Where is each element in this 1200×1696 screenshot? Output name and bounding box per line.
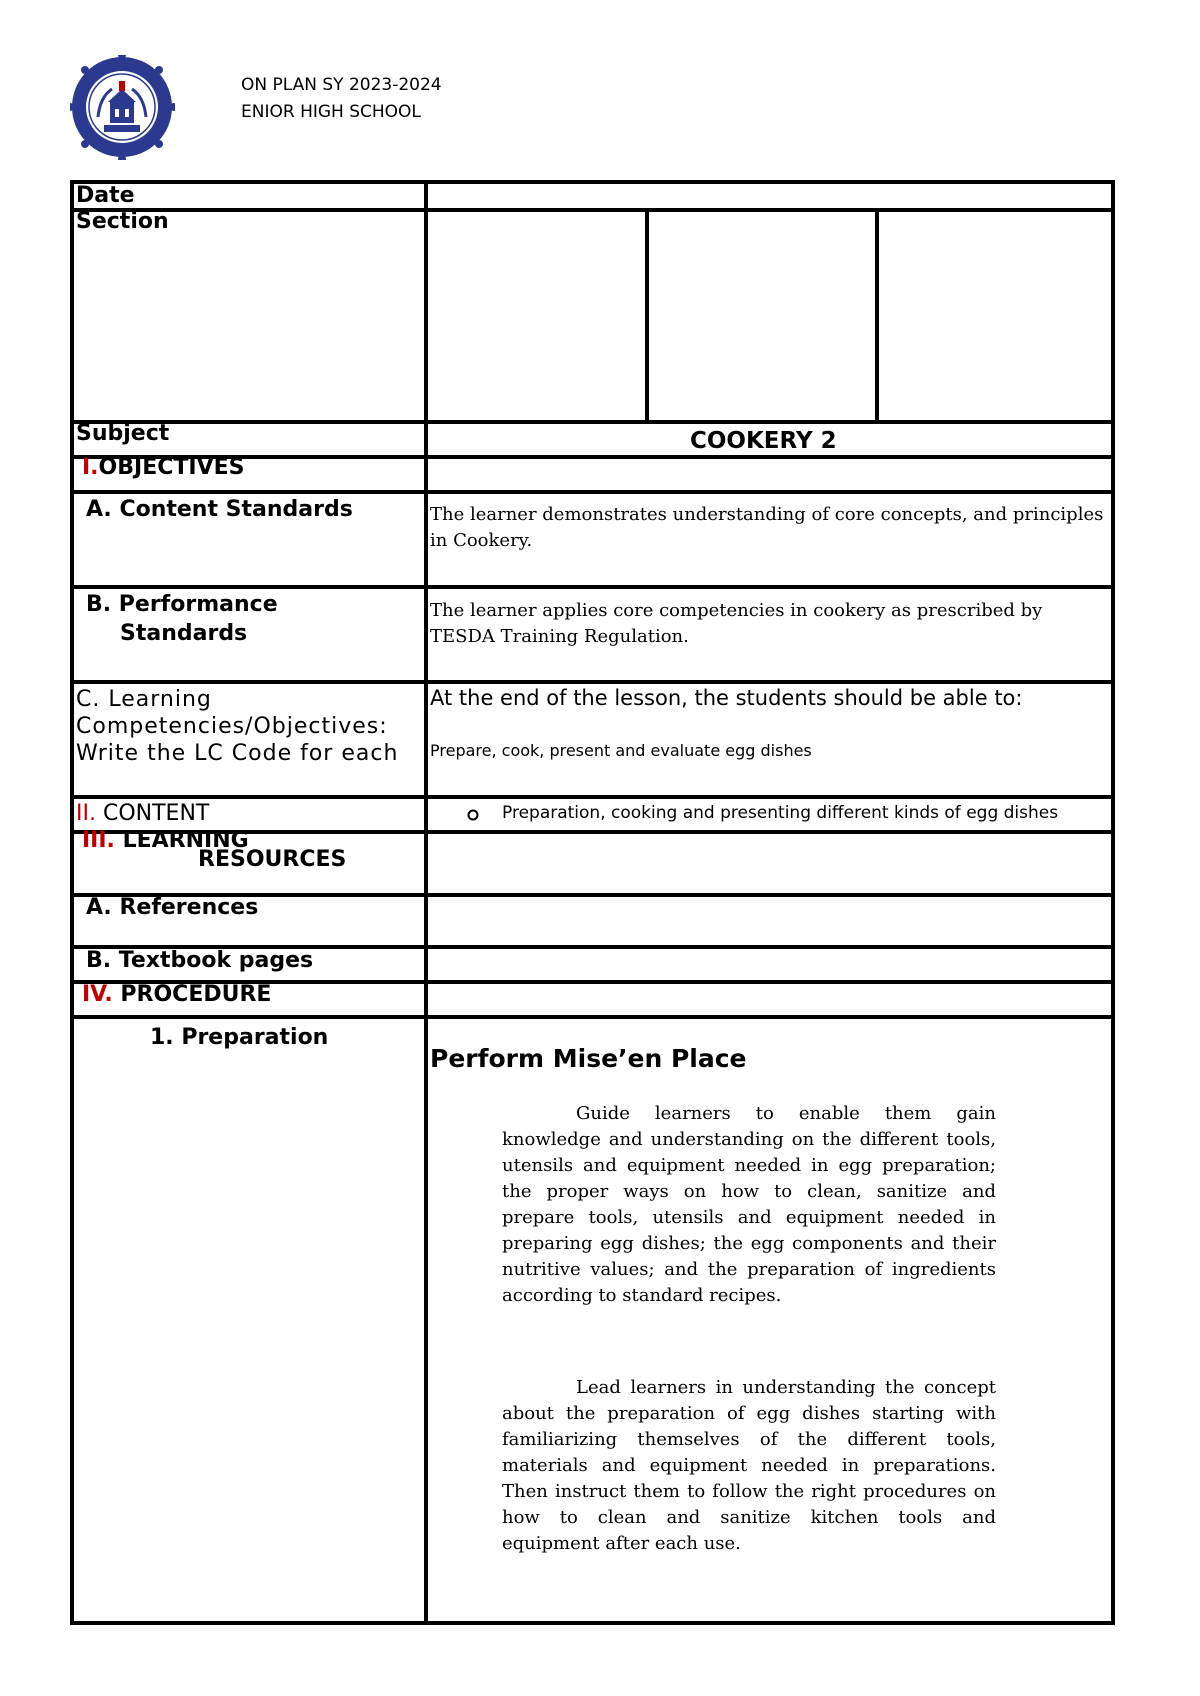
preparation-paragraph-2: Lead learners in understanding the concept about the preparation of egg dishes starting with familiarizing themselves of the different tools, materials and equipment needed in preparations. Then instruct them to follow the right procedures on how to clean and sanitize kitchen tools and equipment after each use. bbox=[502, 1377, 996, 1554]
row-divider bbox=[70, 420, 1115, 424]
school-name: ENIOR HIGH SCHOOL bbox=[241, 102, 421, 122]
learning-competencies-label-3: Write the LC Code for each bbox=[76, 741, 399, 766]
preparation-heading: Perform Mise’en Place bbox=[430, 1044, 747, 1073]
textbook-pages-label: B. Textbook pages bbox=[86, 948, 314, 973]
row-divider bbox=[70, 795, 1115, 799]
performance-standards-label: B. Performance bbox=[86, 592, 278, 617]
objectives-number: I. bbox=[82, 455, 99, 480]
references-label: A. References bbox=[86, 895, 259, 920]
resources-number: III. bbox=[82, 828, 115, 853]
row-divider bbox=[70, 585, 1115, 589]
procedure-number: IV. bbox=[82, 982, 113, 1007]
date-label: Date bbox=[76, 183, 135, 208]
row-divider bbox=[70, 490, 1115, 494]
section-label: Section bbox=[76, 209, 169, 234]
section-column-divider bbox=[645, 208, 649, 422]
content-label: CONTENT bbox=[102, 801, 210, 826]
learning-competencies-label: C. Learning bbox=[76, 687, 212, 712]
column-divider bbox=[424, 180, 428, 1625]
subject-label: Subject bbox=[76, 421, 170, 446]
procedure-label: PROCEDURE bbox=[120, 982, 272, 1007]
row-divider bbox=[70, 208, 1115, 212]
objectives-label: OBJECTIVES bbox=[98, 455, 245, 480]
content-standards-value: The learner demonstrates understanding of core concepts, and principles in Cookery. bbox=[430, 504, 1104, 551]
preparation-paragraph-1: Guide learners to enable them gain knowledge and understanding on the different tools, utensils and equipment needed in egg preparation; the proper ways on how to clean, sanitize and prepare tools, utensils and equipment needed in preparing egg dishes; the egg components and their nutritive values; and the preparation of ingredients according to standard recipes. bbox=[502, 1103, 996, 1306]
preparation-label: 1. Preparation bbox=[150, 1025, 329, 1050]
content-number: II. bbox=[76, 801, 96, 826]
section-column-divider bbox=[875, 208, 879, 422]
performance-standards-label-2: Standards bbox=[120, 621, 248, 646]
school-seal-logo bbox=[70, 55, 175, 160]
content-heading bbox=[76, 801, 209, 827]
performance-standards-value: The learner applies core competencies in cookery as prescribed by TESDA Training Regulation. bbox=[430, 600, 1043, 647]
document-header bbox=[70, 55, 470, 165]
content-standards-label: A. Content Standards bbox=[86, 497, 353, 522]
learning-competency-item: Prepare, cook, present and evaluate egg dishes bbox=[430, 741, 812, 760]
lesson-plan-title: ON PLAN SY 2023-2024 bbox=[241, 75, 442, 95]
row-divider bbox=[70, 680, 1115, 684]
content-value: Preparation, cooking and presenting different kinds of egg dishes bbox=[502, 803, 1059, 823]
objectives-heading bbox=[82, 455, 244, 481]
row-divider bbox=[70, 1015, 1115, 1019]
learning-competencies-label-2: Competencies/Objectives: bbox=[76, 714, 388, 739]
learning-resources-label-2: RESOURCES bbox=[198, 847, 347, 872]
resources-label: LEARNING bbox=[122, 828, 249, 853]
subject-value: COOKERY 2 bbox=[690, 428, 837, 454]
procedure-heading bbox=[82, 982, 271, 1008]
learning-competencies-intro: At the end of the lesson, the students should be able to: bbox=[430, 686, 1023, 710]
bullet-circle-icon bbox=[466, 802, 488, 830]
